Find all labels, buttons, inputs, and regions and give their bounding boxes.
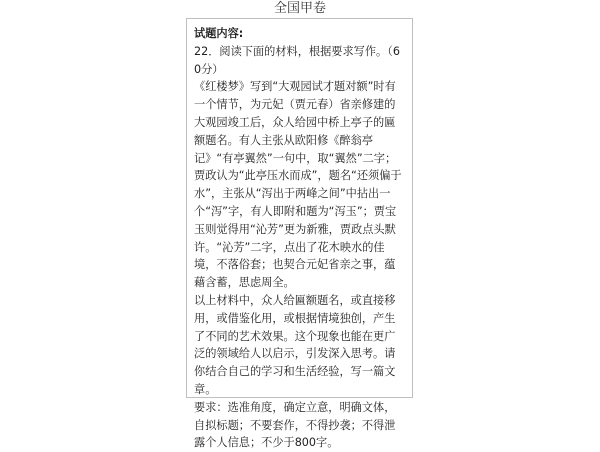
page-title: 全国甲卷 [273, 1, 326, 16]
question-card [186, 18, 413, 450]
question-instruction: 以上材料中，众人给匾额题名，或直接移用，或借鉴化用，或根据情境独创，产生了不同的艺术效果。这个现象也能在更广泛的领域给人以启示，引发深入思考。请你结合自己的学习和生活经验，写一篇文章。 [194, 293, 396, 396]
question-prompt: 22．阅读下面的材料，根据要求写作。（60分） [194, 44, 400, 76]
question-label: 试题内容: [194, 27, 244, 40]
question-requirements: 要求：选准角度，确定立意，明确文体，自拟标题；不要套作，不得抄袭；不得泄露个人信息；不少于800字。 [194, 400, 396, 450]
question-material: 《红楼梦》写到“大观园试才题对额”时有一个情节，为元妃（贾元春）省亲修建的大观园竣工后，众人给园中桥上亭子的匾额题名。有人主张从欧阳修《醉翁亭记》“有亭翼然”一句中，取“翼然”二字；贾政认为“此亭压水而成”，题名“还须偏于水”，主张从“泻出于两峰之间”中拈出一个“泻”字，有人即附和题为“泻玉”；贾宝玉则觉得用“沁芳”更为新雅，贾政点头默许。“沁芳”二字，点出了花木映水的佳境，不落俗套；也契合元妃省亲之事，蕴藉含蓄，思虑周全。 [194, 80, 402, 290]
